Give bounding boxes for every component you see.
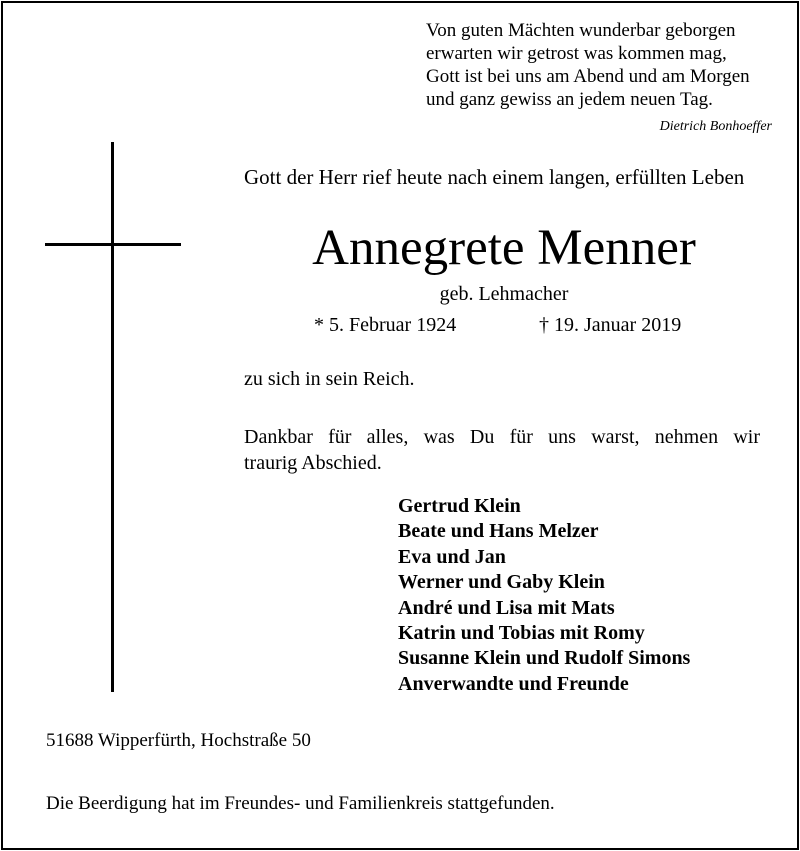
quote-author: Dietrich Bonhoeffer: [659, 119, 772, 134]
death-date: † 19. Januar 2019: [539, 314, 682, 336]
list-item: Gertrud Klein: [398, 495, 521, 517]
cross-horizontal-bar: [45, 243, 181, 246]
list-item: André und Lisa mit Mats: [398, 596, 615, 619]
list-item: Eva und Jan: [398, 545, 506, 568]
quote-line: Gott ist bei uns am Abend und am Morgen: [426, 66, 750, 87]
maiden-name: geb. Lehmacher: [439, 283, 569, 305]
list-item: Katrin und Tobias mit Romy: [398, 622, 645, 645]
list-item: Werner und Gaby Klein: [398, 571, 605, 594]
funeral-note: Die Beerdigung hat im Freundes- und Familienkreis stattgefunden.: [46, 793, 555, 814]
quote-line: und ganz gewiss an jedem neuen Tag.: [426, 89, 713, 110]
intro-text: Gott der Herr rief heute nach einem langen, erfüllten Leben: [244, 165, 745, 189]
quote-line: Von guten Mächten wunderbar geborgen: [426, 20, 736, 41]
thanks-line: Dankbar für alles, was Du für uns warst, nehmen wir: [244, 426, 760, 448]
deceased-name: Annegrete Menner: [312, 220, 696, 276]
mourners-list: [398, 494, 690, 697]
list-item: Beate und Hans Melzer: [398, 520, 599, 543]
bonhoeffer-quote: [426, 19, 750, 111]
list-item: Susanne Klein und Rudolf Simons: [398, 647, 691, 670]
thanks-line: traurig Abschied.: [244, 452, 382, 474]
address: 51688 Wipperfürth, Hochstraße 50: [46, 730, 311, 751]
quote-line: erwarten wir getrost was kommen mag,: [426, 43, 727, 64]
thanks-paragraph: [244, 424, 760, 476]
list-item: Anverwandte und Freunde: [398, 672, 629, 695]
closing-text: zu sich in sein Reich.: [244, 368, 415, 390]
cross-vertical-bar: [111, 142, 114, 692]
birth-date: * 5. Februar 1924: [314, 314, 457, 336]
